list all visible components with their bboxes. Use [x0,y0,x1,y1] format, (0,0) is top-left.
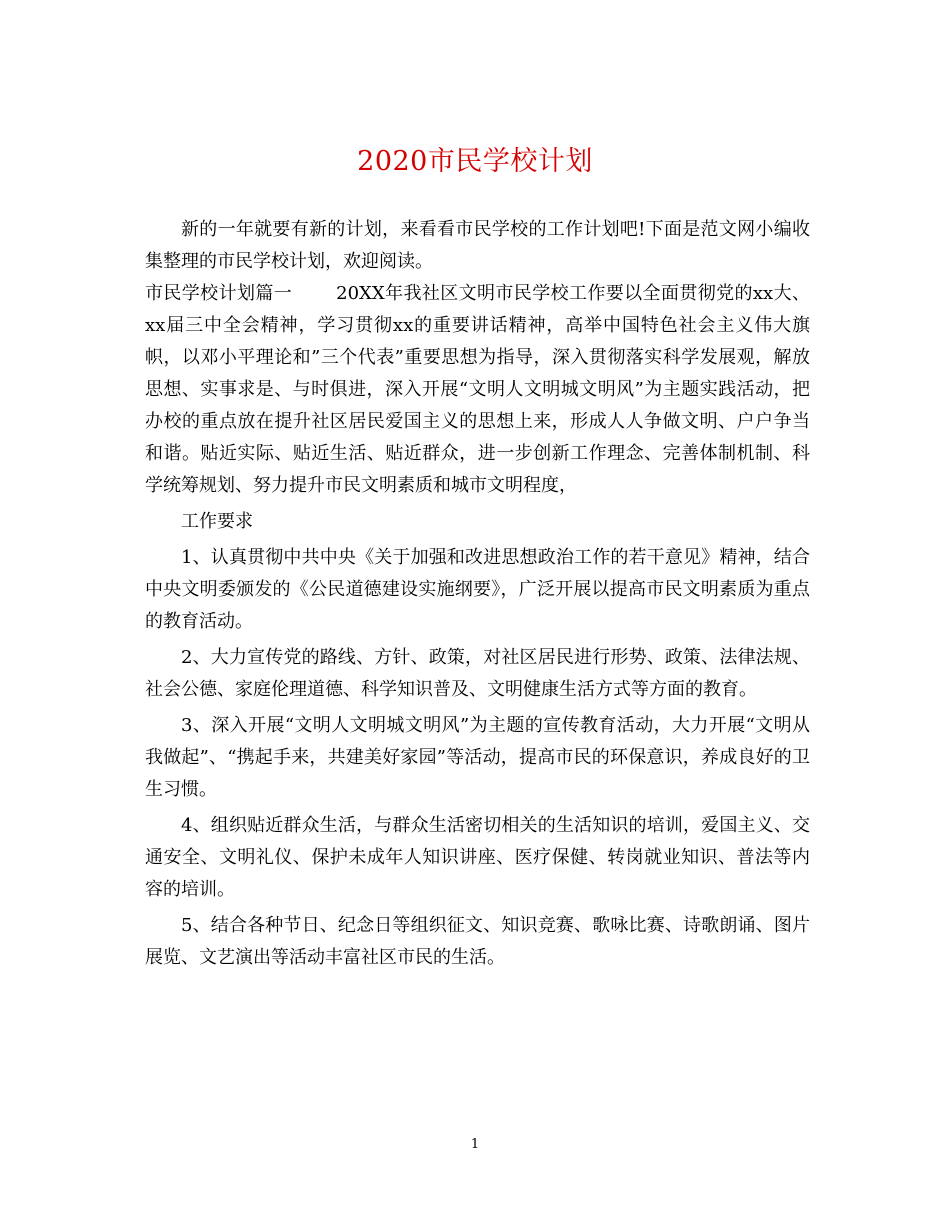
requirement-item-4: 4、组织贴近群众生活，与群众生活密切相关的生活知识的培训，爱国主义、交通安全、文明礼仪、保护未成年人知识讲座、医疗保健、转岗就业知识、普法等内容的培训。 [145,815,810,900]
intro-paragraph: 新的一年就要有新的计划，来看看市民学校的工作计划吧!下面是范文网小编收集整理的市民学校计划，欢迎阅读。 [145,219,810,272]
requirement-item-2: 2、大力宣传党的路线、方针、政策，对社区居民进行形势、政策、法律法规、社会公德、家庭伦理道德、科学知识普及、文明健康生活方式等方面的教育。 [145,647,810,700]
section-label: 市民学校计划篇一 [145,283,293,304]
page-number: 1 [470,1137,480,1152]
section-paragraph [145,278,810,502]
requirements-heading: 工作要求 [181,511,253,532]
requirement-item-3: 3、深入开展“文明人文明城文明风”为主题的宣传教育活动，大力开展“文明从我做起”、“携起手来，共建美好家园”等活动，提高市民的环保意识，养成良好的卫生习惯。 [145,715,810,800]
section-body: 20XX年我社区文明市民学校工作要以全面贯彻党的xx大、xx届三中全会精神，学习贯彻xx的重要讲话精神，高举中国特色社会主义伟大旗帜，以邓小平理论和”三个代表”重要思想为指导，深入贯彻落实科学发展观，解放思想、实事求是、与时俱进，深入开展“文明人文明城文明风”为主题实践活动，把办校的重点放在提升社区居民爱国主义的思想上来，形成人人争做文明、户户争当和谐。贴近实际、贴近生活、贴近群众，进一步创新工作理念、完善体制机制、科学统筹规划、努力提升市民文明素质和城市文明程度， [145,283,810,496]
requirement-item-5: 5、结合各种节日、纪念日等组织征文、知识竞赛、歌咏比赛、诗歌朗诵、图片展览、文艺演出等活动丰富社区市民的生活。 [145,915,810,968]
requirement-item-1: 1、认真贯彻中共中央《关于加强和改进思想政治工作的若干意见》精神，结合中央文明委颁发的《公民道德建设实施纲要》，广泛开展以提高市民文明素质为重点的教育活动。 [145,547,810,632]
document-body [145,214,810,974]
document-title: 2020市民学校计划 [357,146,593,177]
